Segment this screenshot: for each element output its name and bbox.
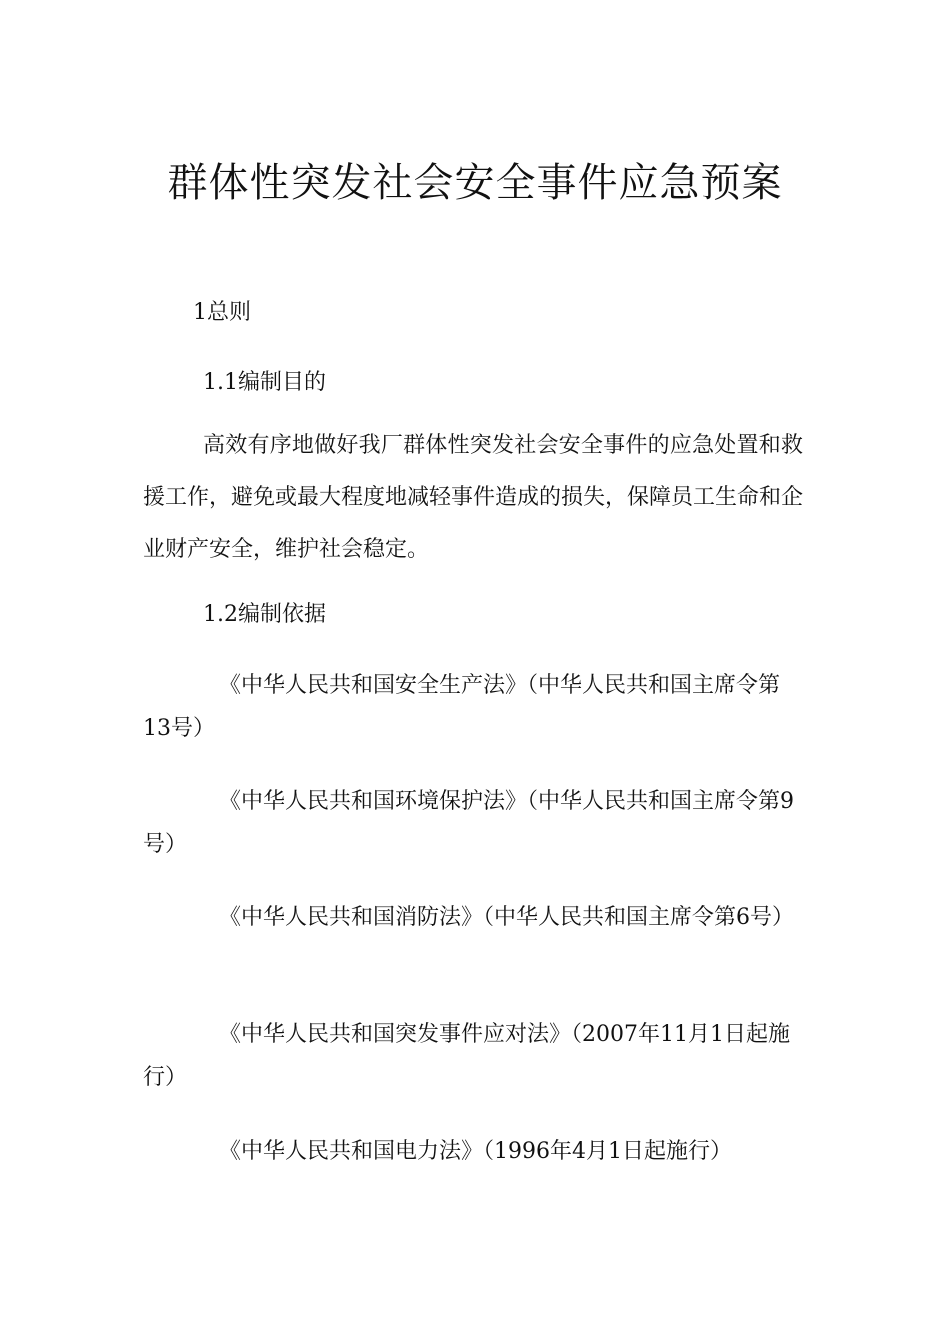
section-heading-purpose: 1.1编制目的 — [203, 370, 326, 395]
citation-item: 《中华人民共和国安全生产法》（中华人民共和国主席令第13号） — [143, 673, 781, 741]
purpose-paragraph: 高效有序地做好我厂群体性突发社会安全事件的应急处置和救援工作，避免或最大程度地减轻事件造成的损失，保障员工生命和企业财产安全，维护社会稳定。 — [143, 433, 804, 562]
citation-item: 《中华人民共和国消防法》（中华人民共和国主席令第6号） — [219, 905, 794, 930]
citation-item: 《中华人民共和国突发事件应对法》（2007年11月1日起施行） — [143, 1022, 790, 1090]
document-title: 群体性突发社会安全事件应急预案 — [167, 160, 783, 206]
section-heading-basis: 1.2编制依据 — [203, 602, 326, 627]
section-heading-general: 1总则 — [193, 300, 251, 325]
citation-item: 《中华人民共和国电力法》（1996年4月1日起施行） — [219, 1139, 732, 1164]
citation-item: 《中华人民共和国环境保护法》（中华人民共和国主席令第9号） — [143, 789, 794, 857]
